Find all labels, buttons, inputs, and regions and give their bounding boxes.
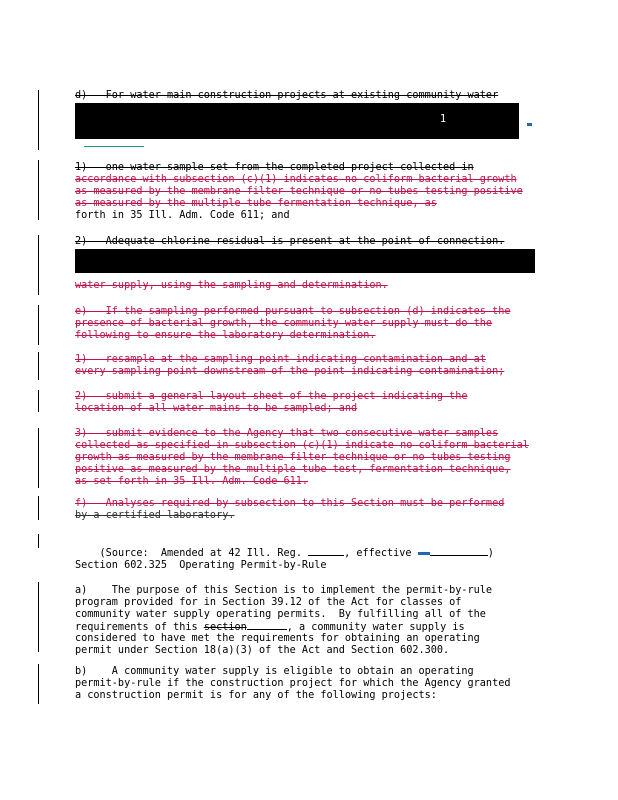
para-e-item3d: positive as measured by the multiple tube test, fermentation technique, (75, 464, 511, 475)
change-bar (38, 160, 39, 220)
para-d1-line4: as measured by the multiple tube fermentation technique, as (75, 198, 437, 209)
change-bar (38, 390, 39, 412)
section-heading: Section 602.325 Operating Permit-by-Rule (75, 560, 327, 571)
change-bar (38, 428, 39, 488)
para-e-item3e: as set forth in 35 Ill. Adm. Code 611. (75, 476, 309, 487)
para-a-line1: a) The purpose of this Section is to implement the permit-by-rule (75, 585, 493, 596)
para-e-line2: presence of bacterial growth, the community water supply must do the (75, 318, 493, 329)
change-bar (38, 534, 39, 548)
change-bar (38, 582, 39, 652)
para-a-line6: permit under Section 18(a)(3) of the Act and Section 602.300. (75, 645, 450, 656)
para-e-item1: 1) resample at the sampling point indicating contamination and at (75, 354, 486, 365)
para-a-line3: community water supply operating permits. By fulfilling all of the (75, 609, 486, 620)
para-e-item3: 3) submit evidence to the Agency that two consecutive water samples (75, 428, 499, 439)
para-f-line2: by a certified laboratory. (75, 510, 235, 521)
change-bar (38, 352, 39, 380)
para-b-line1: b) A community water supply is eligible to obtain an operating (75, 666, 474, 677)
para-d1-line3: as measured by the membrane filter technique or no tubes testing positive (75, 186, 523, 197)
change-bar (38, 664, 39, 704)
source-mid: , effective (344, 548, 418, 559)
source-end: ) (487, 548, 494, 559)
inserted-word (247, 621, 287, 630)
teal-underline (84, 146, 144, 147)
change-bar (38, 305, 39, 345)
para-a-line4-pre: requirements of this (75, 622, 204, 633)
para-e-item2: 2) submit a general layout sheet of the project indicating the (75, 391, 468, 402)
para-a-line4-post: , a community water supply is (286, 622, 465, 633)
blank-date (430, 547, 488, 556)
para-b-line3: a construction permit is for any of the following projects: (75, 690, 437, 701)
blue-mark (527, 123, 532, 126)
para-e-item3c: growth as measured by the membrane filter technique or no tubes testing (75, 452, 511, 463)
para-d1-line5: forth in 35 Ill. Adm. Code 611; and (75, 210, 290, 221)
blank-reg (308, 547, 344, 556)
change-bar (38, 90, 39, 150)
para-d2-line4: water supply, using the sampling and determination. (75, 280, 388, 291)
change-bar (38, 235, 39, 295)
para-e-line1: e) If the sampling performed pursuant to subsection (d) indicates the (75, 306, 511, 317)
change-bar (38, 496, 39, 520)
para-e-item1b: every sampling point downstream of the point indicating contamination; (75, 366, 505, 377)
para-f-line1: f) Analyses required by subsection to this Section must be performed (75, 498, 505, 509)
para-e-item3b: collected as specified in subsection (c)(1) indicate no coliform bacterial (75, 440, 529, 451)
para-a-line2: program provided for in Section 39.12 of the Act for classes of (75, 597, 462, 608)
source-prefix: (Source: Amended at 42 Ill. Reg. (99, 548, 309, 559)
blue-mark (418, 552, 430, 555)
struck-word: section (203, 622, 247, 633)
para-d1-line1: 1) one water sample set from the completed project collected in (75, 162, 474, 173)
para-d-line1: d) For water main construction projects at existing community water (75, 90, 499, 101)
redacted-tail: 1 (440, 114, 447, 125)
redaction-block (75, 103, 519, 139)
para-a-line5: considered to have met the requirements for obtaining an operating (75, 633, 480, 644)
para-e-line3: following to ensure the laboratory determination. (75, 330, 376, 341)
para-d1-line2: accordance with subsection (c)(1) indicates no coliform bacterial growth (75, 174, 517, 185)
para-e-item2b: location of all water mains to be sampled; and (75, 403, 358, 414)
para-b-line2: permit-by-rule if the construction project for which the Agency granted (75, 678, 511, 689)
redaction-block (75, 249, 535, 273)
para-d2-line1: 2) Adequate chlorine residual is present at the point of connection. (75, 236, 505, 247)
